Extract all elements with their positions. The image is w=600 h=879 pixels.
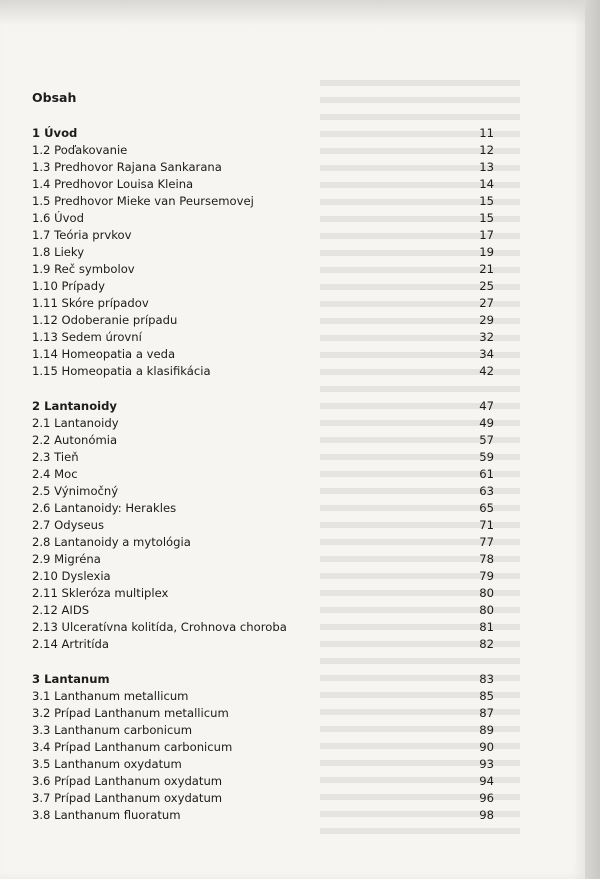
toc-section-1 — [32, 125, 494, 380]
page-number: 12 — [479, 143, 494, 157]
entry-title: 1.15 Homeopatia a klasifikácia — [32, 364, 211, 378]
page-number: 14 — [479, 177, 494, 191]
toc-entry — [32, 159, 494, 176]
toc-entry — [32, 346, 494, 363]
toc-entry — [32, 790, 494, 807]
page-number: 15 — [479, 194, 494, 208]
toc-entry — [32, 227, 494, 244]
entry-title: 3.8 Lanthanum fluoratum — [32, 808, 181, 822]
page-top-shadow — [0, 0, 585, 26]
toc-entry — [32, 363, 494, 380]
toc-entry — [32, 278, 494, 295]
entry-title: 1.4 Predhovor Louisa Kleina — [32, 177, 194, 191]
entry-title: 3.5 Lanthanum oxydatum — [32, 757, 182, 771]
entry-title: 2.13 Ulceratívna kolitída, Crohnova choroba — [32, 620, 287, 634]
entry-title: 2.10 Dyslexia — [32, 569, 111, 583]
toc-entry — [32, 739, 494, 756]
entry-title: 2.8 Lantanoidy a mytológia — [32, 535, 191, 549]
page-number: 47 — [479, 399, 494, 413]
toc-entry — [32, 705, 494, 722]
entry-title: 1.8 Lieky — [32, 245, 85, 259]
page-number: 13 — [479, 160, 494, 174]
toc-section-2 — [32, 398, 494, 653]
toc-entry — [32, 261, 494, 278]
entry-title: 1.14 Homeopatia a veda — [32, 347, 176, 361]
toc-entry — [32, 466, 494, 483]
toc-entry — [32, 534, 494, 551]
page-number: 34 — [479, 347, 494, 361]
toc-entry — [32, 619, 494, 636]
page-number: 15 — [479, 211, 494, 225]
page-number: 96 — [479, 791, 494, 805]
toc-section-3 — [32, 671, 494, 824]
chapter-title: 3 Lantanum — [32, 672, 110, 686]
entry-title: 3.1 Lanthanum metallicum — [32, 689, 189, 703]
entry-title: 2.12 AIDS — [32, 603, 90, 617]
page-number: 82 — [479, 637, 494, 651]
toc-entry — [32, 500, 494, 517]
entry-title: 1.10 Prípady — [32, 279, 105, 293]
entry-title: 1.3 Predhovor Rajana Sankarana — [32, 160, 222, 174]
page-number: 59 — [479, 450, 494, 464]
page-number: 19 — [479, 245, 494, 259]
toc-entry — [32, 688, 494, 705]
entry-title: 2.3 Tieň — [32, 450, 79, 464]
entry-title: 2.9 Migréna — [32, 552, 101, 566]
toc-entry — [32, 176, 494, 193]
toc-entry — [32, 722, 494, 739]
entry-title: 1.6 Úvod — [32, 211, 84, 225]
toc-entry — [32, 568, 494, 585]
entry-title: 2.2 Autonómia — [32, 433, 118, 447]
toc-entry — [32, 244, 494, 261]
page-number: 29 — [479, 313, 494, 327]
toc-entry — [32, 432, 494, 449]
page-number: 27 — [479, 296, 494, 310]
entry-title: 1.2 Poďakovanie — [32, 143, 128, 157]
table-of-contents — [32, 89, 494, 842]
entry-title: 3.4 Prípad Lanthanum carbonicum — [32, 740, 233, 754]
page-number: 11 — [479, 126, 494, 140]
page-number: 25 — [479, 279, 494, 293]
chapter-title: 2 Lantanoidy — [32, 399, 117, 413]
page-number: 89 — [479, 723, 494, 737]
chapter-entry — [32, 671, 494, 688]
page-number: 77 — [479, 535, 494, 549]
chapter-entry — [32, 398, 494, 415]
entry-title: 2.1 Lantanoidy — [32, 416, 119, 430]
page-number: 71 — [479, 518, 494, 532]
page-number: 90 — [479, 740, 494, 754]
page-number: 87 — [479, 706, 494, 720]
toc-entry — [32, 329, 494, 346]
toc-entry — [32, 312, 494, 329]
entry-title: 1.9 Reč symbolov — [32, 262, 135, 276]
toc-entry — [32, 602, 494, 619]
page-number: 78 — [479, 552, 494, 566]
page-number: 57 — [479, 433, 494, 447]
page-number: 79 — [479, 569, 494, 583]
toc-entry — [32, 210, 494, 227]
toc-entry — [32, 807, 494, 824]
page-number: 32 — [479, 330, 494, 344]
entry-title: 1.7 Teória prvkov — [32, 228, 132, 242]
toc-entry — [32, 636, 494, 653]
chapter-title: 1 Úvod — [32, 126, 78, 140]
toc-entry — [32, 483, 494, 500]
page-number: 80 — [479, 603, 494, 617]
entry-title: 1.12 Odoberanie prípadu — [32, 313, 178, 327]
entry-title: 2.5 Výnimočný — [32, 484, 119, 498]
entry-title: 3.6 Prípad Lanthanum oxydatum — [32, 774, 223, 788]
chapter-entry — [32, 125, 494, 142]
entry-title: 1.5 Predhovor Mieke van Peursemovej — [32, 194, 254, 208]
page-number: 49 — [479, 416, 494, 430]
page-number: 61 — [479, 467, 494, 481]
page-number: 80 — [479, 586, 494, 600]
entry-title: 1.13 Sedem úrovní — [32, 330, 142, 344]
page-number: 65 — [479, 501, 494, 515]
page-number: 21 — [479, 262, 494, 276]
toc-entry — [32, 551, 494, 568]
toc-heading: Obsah — [32, 90, 77, 105]
page-number: 94 — [479, 774, 494, 788]
page-edge — [585, 0, 600, 879]
entry-title: 2.11 Skleróza multiplex — [32, 586, 169, 600]
toc-entry — [32, 295, 494, 312]
page-number: 81 — [479, 620, 494, 634]
page-number: 83 — [479, 672, 494, 686]
page-number: 63 — [479, 484, 494, 498]
toc-entry — [32, 585, 494, 602]
toc-entry — [32, 756, 494, 773]
entry-title: 3.3 Lanthanum carbonicum — [32, 723, 192, 737]
entry-title: 3.2 Prípad Lanthanum metallicum — [32, 706, 229, 720]
toc-entry — [32, 415, 494, 432]
page-number: 17 — [479, 228, 494, 242]
entry-title: 1.11 Skóre prípadov — [32, 296, 149, 310]
toc-entry — [32, 517, 494, 534]
page-number: 85 — [479, 689, 494, 703]
entry-title: 2.7 Odyseus — [32, 518, 105, 532]
toc-entry — [32, 142, 494, 159]
toc-entry — [32, 193, 494, 210]
entry-title: 2.6 Lantanoidy: Herakles — [32, 501, 177, 515]
page-number: 98 — [479, 808, 494, 822]
toc-entry — [32, 449, 494, 466]
entry-title: 3.7 Prípad Lanthanum oxydatum — [32, 791, 223, 805]
page-number: 42 — [479, 364, 494, 378]
page-number: 93 — [479, 757, 494, 771]
entry-title: 2.4 Moc — [32, 467, 78, 481]
entry-title: 2.14 Artritída — [32, 637, 109, 651]
toc-entry — [32, 773, 494, 790]
